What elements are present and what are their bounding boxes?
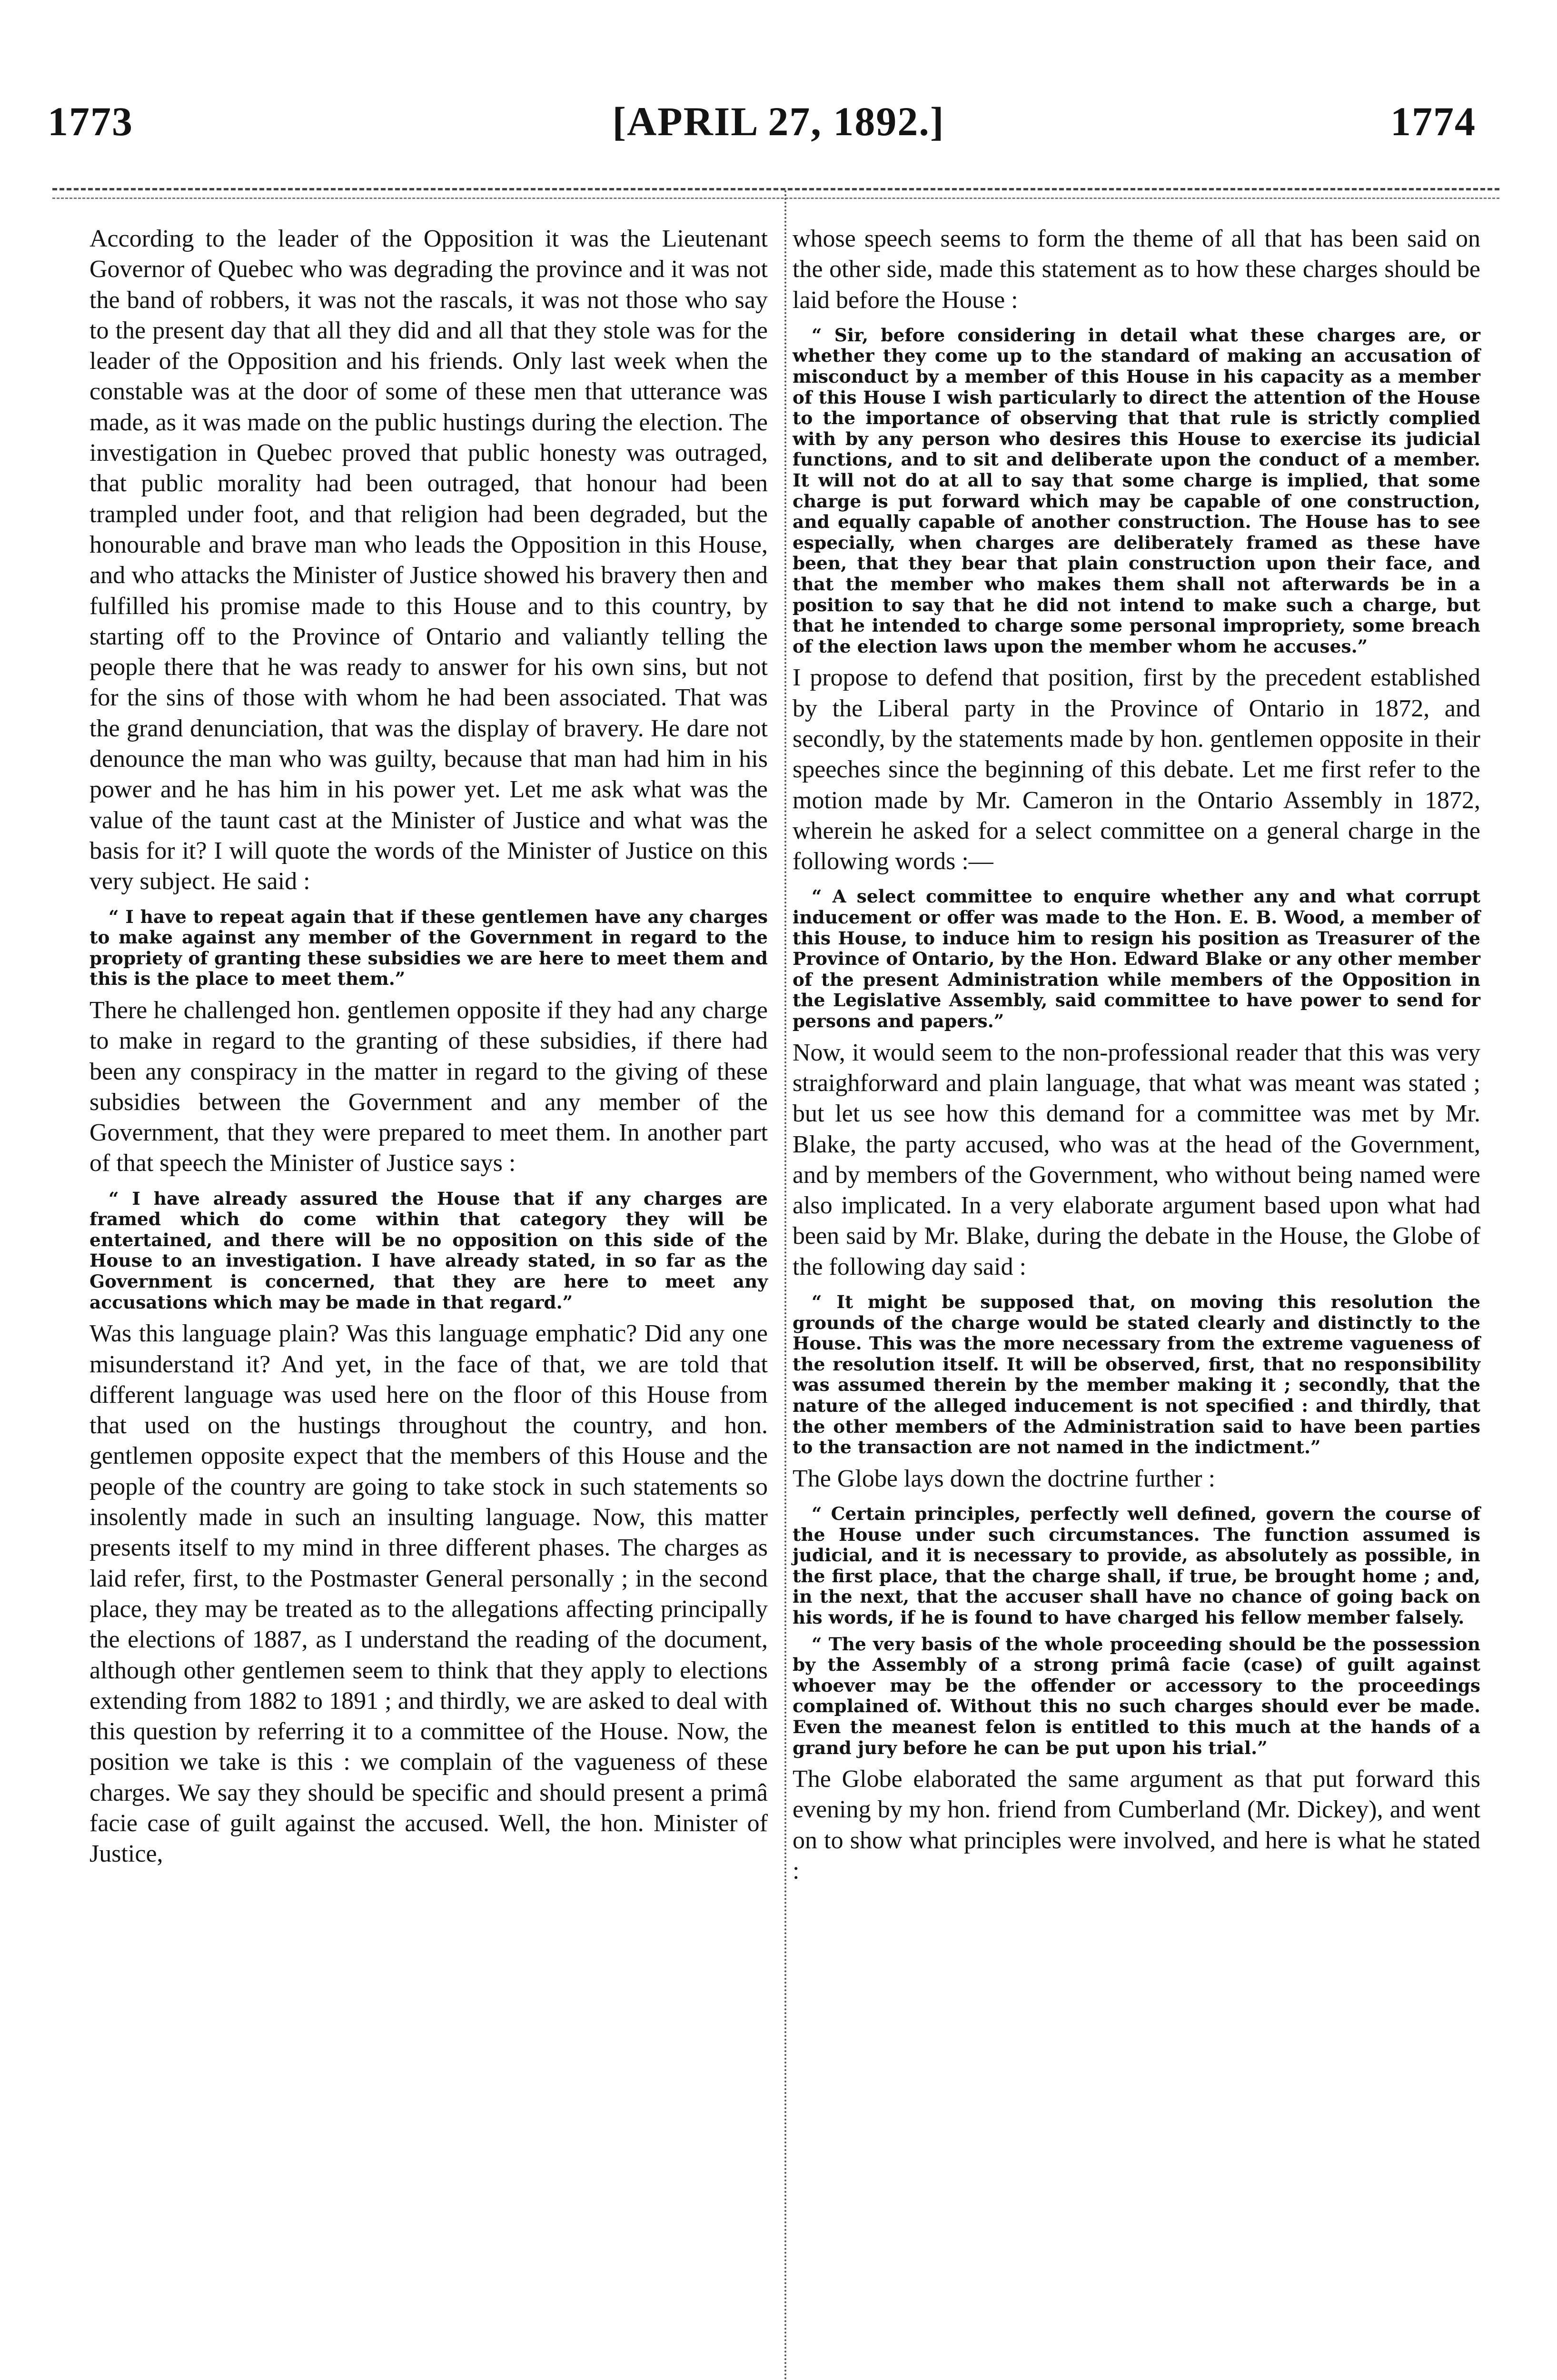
page-header (0, 95, 1557, 148)
block-quote: “ It might be supposed that, on moving this resolution the grounds of the charge would be stated clearly and distinctly to the House. This was the more necessary from the extreme vagueness of the resolution itself. It will be observed, first, that no responsibility was assumed therein by the member making it ; secondly, that the nature of the alleged inducement is not specified : and thirdly, that the other members of the Administration said to have been parties to the transaction are not named in the indictment.” (793, 1291, 1480, 1458)
paragraph: Now, it would seem to the non-professional reader that this was very straighforward and plain language, that what was meant was stated ; but let us see how this demand for a committee was met by Mr. Blake, the party accused, who was at the head of the Government, and by members of the Government, who without being named were also implicated. In a very elaborate argument based upon what had been said by Mr. Blake, during the debate in the House, the Globe of the following day said : (793, 1039, 1480, 1280)
paragraph: Was this language plain? Was this language emphatic? Did any one misunderstand it? And yet, in the face of that, we are told that different language was used here on the floor of this House from that used on the hustings throughout the country, and hon. gentlemen opposite expect that the members of this House and the people of the country are going to take stock in such statements so insolently made in such an insulting language. Now, this matter presents itself to my mind in three different phases. The charges as laid refer, first, to the Postmaster General personally ; in the second place, they may be treated as to the allegations affecting principally the elections of 1887, as I understand the reading of the document, although other gentlemen seem to think that they apply to elections extending from 1882 to 1891 ; and thirdly, we are asked to deal with this question by referring it to a committee of the House. Now, the position we take is this : we complain of the vagueness of these charges. We say they should be specific and should present a primâ facie case of guilt against the accused. Well, the hon. Minister of Justice, (89, 1320, 768, 1868)
block-quote: “ A select committee to enquire whether any and what corrupt inducement or offer was made to the Hon. E. B. Wood, a member of this House, to induce him to resign his position as Treasurer of the Province of Ontario, by the Hon. Edward Blake or any other member of the present Administration while members of the Opposition in the Legislative Assembly, said committee to have power to send for persons and papers.” (793, 886, 1480, 1032)
block-quote: “ I have to repeat again that if these gentlemen have any charges to make against any member of the Government in regard to the propriety of granting these subsidies we are here to meet them and this is the place to meet them.” (89, 906, 768, 990)
paragraph: I propose to defend that position, first by the precedent established by the Liberal party in the Province of Ontario in 1872, and secondly, by the statements made by hon. gentlemen opposite in their speeches since the beginning of this debate. Let me first refer to the motion made by Mr. Cameron in the Ontario Assembly in 1872, wherein he asked for a select committee on a general charge in the following words :— (793, 664, 1480, 875)
left-column (89, 224, 768, 1870)
paragraph: The Globe lays down the doctrine further : (793, 1465, 1216, 1492)
block-quote: “ The very basis of the whole proceeding should be the possession by the Assembly of a strong primâ facie (case) of guilt against whoever may be the offender or accessory to the proceedings complained of. Without this no such charges should ever be made. Even the meanest felon is entitled to this much at the hands of a grand jury before he can be put upon his trial.” (793, 1633, 1480, 1758)
paragraph: whose speech seems to form the theme of all that has been said on the other side, made this statement as to how these charges should be laid before the House : (793, 225, 1480, 314)
block-quote: “ I have already assured the House that if any charges are framed which do come within that category they will be entertained, and there will be no opposition on this side of the House to an investigation. I have already stated, in so far as the Government is concerned, that they are here to meet any accusations which may be made in that regard.” (89, 1188, 768, 1313)
page-number-right: 1774 (1390, 99, 1476, 144)
header-rule-secondary (52, 198, 1499, 199)
column-divider (784, 190, 786, 2380)
paragraph: The Globe elaborated the same argument as that put forward this evening by my hon. friend from Cumberland (Mr. Dickey), and went on to show what principles were involved, and here is what he stated : (793, 1765, 1480, 1885)
block-quote: “ Certain principles, perfectly well defined, govern the course of the House under such circumstances. The function assumed is judicial, and it is necessary to provide, as absolutely as possible, in the first place, that the charge shall, if true, be brought home ; and, in the next, that the accuser shall have no chance of going back on his words, if he is found to have charged his fellow member falsely. (793, 1503, 1480, 1628)
paragraph: According to the leader of the Opposition it was the Lieutenant Governor of Quebec who was degrading the province and it was not the band of robbers, it was not the rascals, it was not those who say to the present day that all they did and all that they stole was for the leader of the Opposition and his friends. Only last week when the constable was at the door of some of these men that utterance was made, as it was made on the public hustings during the election. The investigation in Quebec proved that public honesty was outraged, that public morality had been outraged, that honour had been trampled under foot, and that religion had been degraded, but the honourable and brave man who leads the Opposition in this House, and who attacks the Minister of Justice showed his bravery then and fulfilled his promise made to this House and to this country, by starting off to the Province of Ontario and valiantly telling the people there that he was ready to answer for his own sins, but not for the sins of those with whom he had been associated. That was the grand denunciation, that was the display of bravery. He dare not denounce the man who was guilty, because that man had him in his power and he has him in his power yet. Let me ask what was the value of the taunt cast at the Minister of Justice and what was the basis for it? I will quote the words of the Minister of Justice on this very subject. He said : (89, 225, 768, 895)
header-rule (52, 188, 1499, 190)
date-heading: [APRIL 27, 1892.] (612, 99, 945, 144)
block-quote: “ Sir, before considering in detail what these charges are, or whether they come up to the standard of making an accusation of misconduct by a member of this House in his capacity as a member of this House I wish particularly to direct the attention of the House to the importance of observing that that rule is strictly complied with by any person who desires this House to exercise its judicial functions, and to sit and deliberate upon the conduct of a member. It will not do at all to say that some charge is implied, that some charge is put forward which may be capable of one construction, and equally capable of another construction. The House has to see especially, when charges are deliberately framed as these have been, that they bear that plain construction upon their face, and that the member who makes them shall not afterwards be in a position to say that he did not intend to make such a charge, but that he intended to charge some personal impropriety, some breach of the election laws upon the member whom he accuses.” (793, 324, 1480, 657)
page-number-left: 1773 (48, 99, 133, 144)
paragraph: There he challenged hon. gentlemen opposite if they had any charge to make in regard to the granting of these subsidies, if there had been any conspiracy in the matter in regard to the giving of these subsidies between the Government and any member of the Government, that they were prepared to meet them. In another part of that speech the Minister of Justice says : (89, 996, 768, 1177)
right-column (793, 224, 1480, 1886)
